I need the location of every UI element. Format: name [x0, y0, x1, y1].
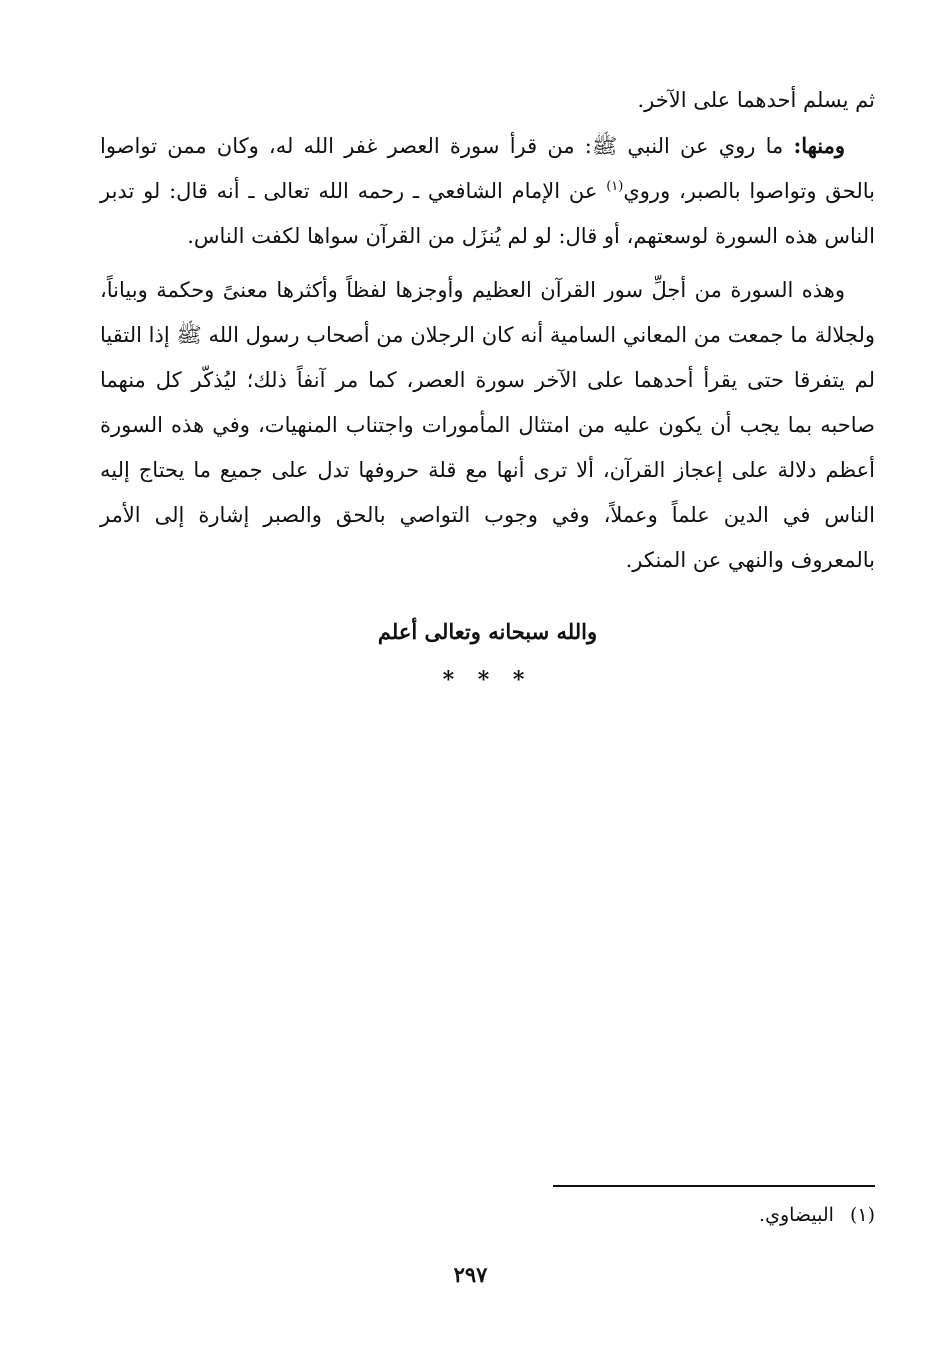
footnote-divider [553, 1185, 875, 1187]
section-separator-stars: * * * [442, 667, 533, 693]
footnote-text: البيضاوي. [759, 1204, 834, 1226]
paragraph-lead-word: ومنها: [793, 133, 845, 158]
paragraph-hadith [100, 123, 875, 259]
main-text-block [100, 78, 875, 583]
paragraph-hadith-text-a: ما روي عن النبي ﷺ: من قرأ سورة العصر غفر الله له، وكان ممن تواصوا بالحق وتواصوا بالصبر، وروي [100, 134, 875, 203]
page-number: ٢٩٧ [453, 1262, 488, 1287]
footnote [759, 1198, 875, 1232]
paragraph-hadith-text-b: عن الإمام الشافعي ـ رحمه الله تعالى ـ أنه قال: لو تدبر الناس هذه السورة لوسعتهم، أو قال: لو لم يُنزَل من القرآن سواها لكفت الناس. [100, 179, 875, 248]
footnote-reference[interactable]: (١) [606, 179, 624, 194]
closing-phrase: والله سبحانه وتعالى أعلم [377, 619, 598, 644]
paragraph-surah-virtue: وهذه السورة من أجلِّ سور القرآن العظيم وأوجزها لفظاً وأكثرها معنىً وحكمة وبياناً، ولجلالة ما جمعت من المعاني السامية أنه كان الرجلان من أصحاب رسول الله ﷺ إذا التقيا لم يتفرقا حتى يقرأ أحدهما على الآخر سورة العصر، كما مر آنفاً ذلك؛ ليُذكّر كل منهما صاحبه بما يجب أن يكون عليه من امتثال المأمورات واجتناب المنهيات، وفي هذه السورة أعظم دلالة على إعجاز القرآن، ألا ترى أنها مع قلة حروفها تدل على جميع ما يحتاج إليه الناس في الدين علماً وعملاً، وفي وجوب التواصي بالحق والصبر إشارة إلى الأمر بالمعروف والنهي عن المنكر. [100, 278, 875, 572]
paragraph-intro-line: ثم يسلم أحدهما على الآخر. [637, 88, 875, 112]
footnote-number: (١) [849, 1204, 875, 1226]
